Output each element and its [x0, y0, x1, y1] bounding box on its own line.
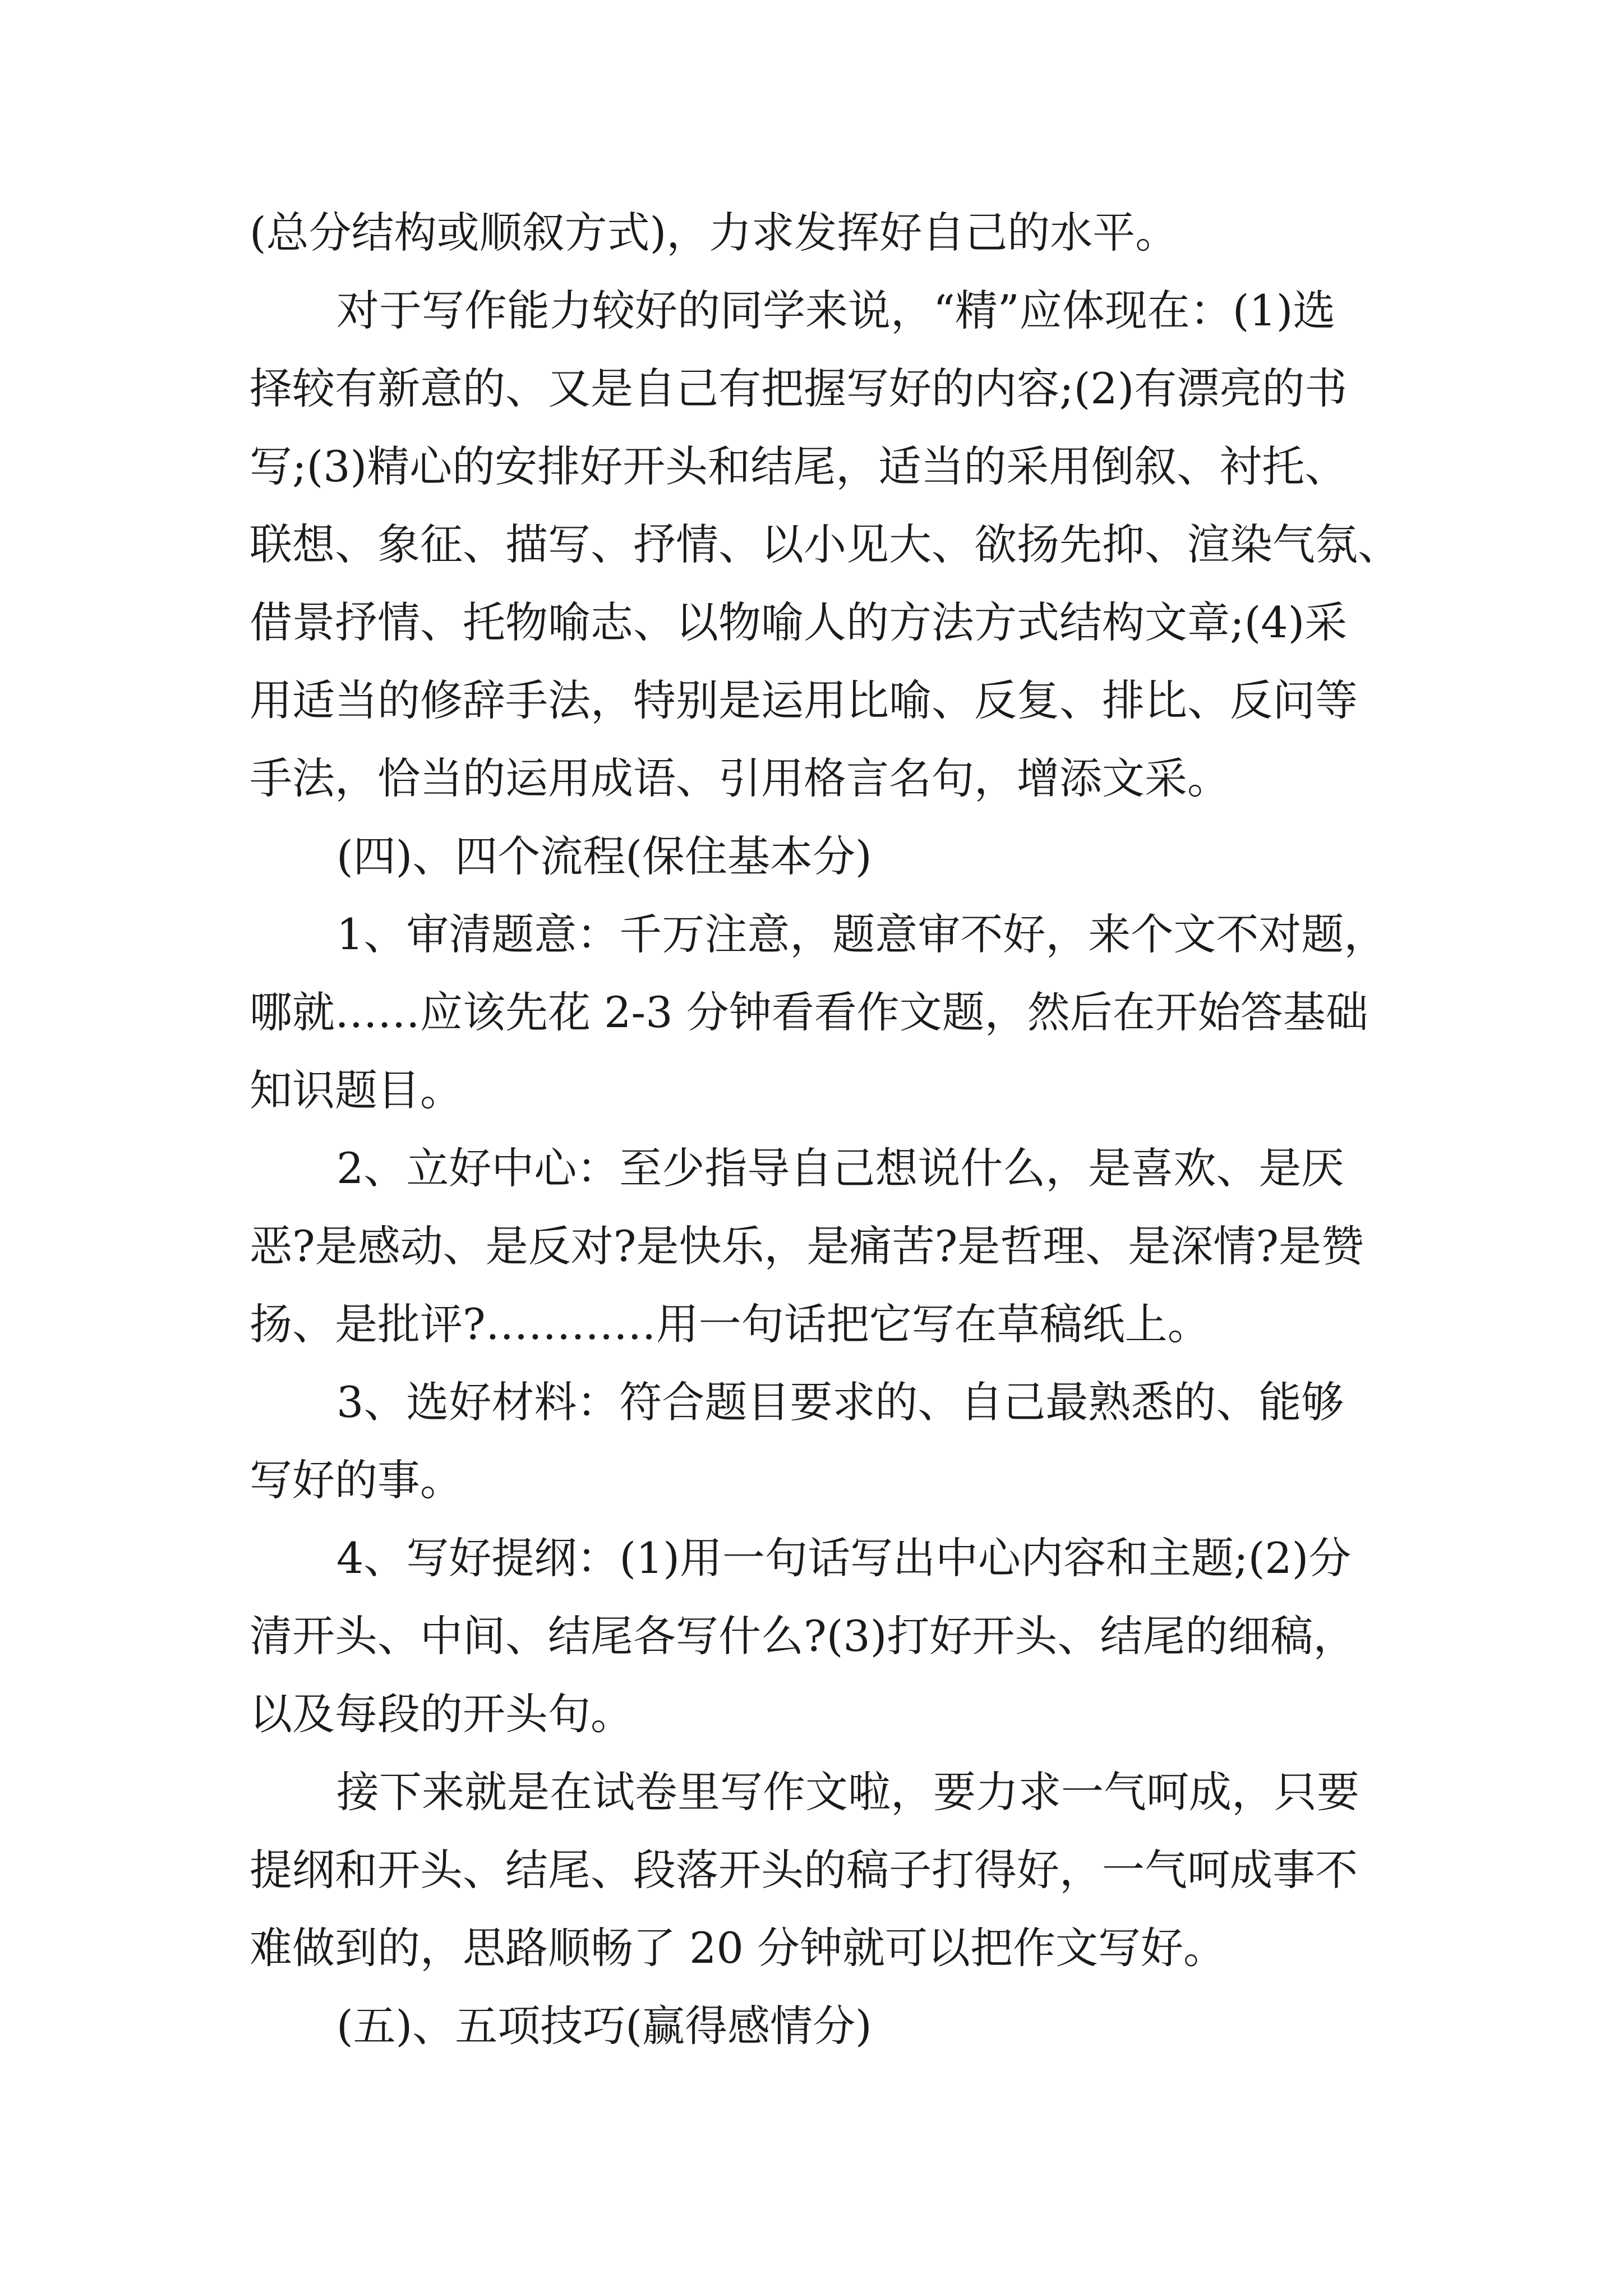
section-heading-four-steps [250, 817, 1382, 895]
paragraph-step-2 [250, 1129, 1382, 1363]
text-line: 1、审清题意：千万注意，题意审不好，来个文不对题， [336, 909, 1387, 959]
text-line: 扬、是批评?…………用一句话把它写在草稿纸上。 [250, 1299, 1210, 1349]
text-line: 恶?是感动、是反对?是快乐，是痛苦?是哲理、是深情?是赞 [250, 1221, 1364, 1271]
text-line: 清开头、中间、结尾各写什么?(3)打好开头、结尾的细稿， [250, 1611, 1356, 1661]
section-heading: (四)、四个流程(保住基本分) [336, 831, 872, 881]
section-heading-five-techniques [250, 1987, 1382, 2065]
text-line: 用适当的修辞手法，特别是运用比喻、反复、排比、反问等 [250, 675, 1358, 725]
text-line: 难做到的，思路顺畅了 20 分钟就可以把作文写好。 [250, 1923, 1227, 1973]
text-line: 2、立好中心：至少指导自己想说什么，是喜欢、是厌 [336, 1143, 1344, 1193]
text-line: 哪就……应该先花 2-3 分钟看看作文题，然后在开始答基础 [250, 987, 1368, 1037]
section-heading: (五)、五项技巧(赢得感情分) [336, 2001, 872, 2051]
text-line: 写;(3)精心的安排好开头和结尾，适当的采用倒叙、衬托、 [250, 441, 1348, 491]
text-line: 提纲和开头、结尾、段落开头的稿子打得好，一气呵成事不 [250, 1845, 1358, 1895]
text-line: (总分结构或顺叙方式)，力求发挥好自己的水平。 [250, 208, 1178, 257]
text-line: 择较有新意的、又是自己有把握写好的内容;(2)有漂亮的书 [250, 364, 1348, 413]
text-line: 联想、象征、描写、抒情、以小见大、欲扬先抑、渲染气氛、 [250, 519, 1400, 569]
text-line: 3、选好材料：符合题目要求的、自己最熟悉的、能够 [336, 1377, 1344, 1427]
text-line: 对于写作能力较好的同学来说，“精”应体现在：(1)选 [336, 286, 1336, 335]
paragraph-step-4 [250, 1519, 1382, 1753]
paragraph-structure-note [250, 194, 1382, 272]
text-line: 4、写好提纲：(1)用一句话写出中心内容和主题;(2)分 [336, 1533, 1352, 1583]
paragraph-write-essay [250, 1753, 1382, 1987]
paragraph-step-1 [250, 895, 1387, 1129]
document-body [250, 194, 1400, 2065]
text-line: 手法，恰当的运用成语、引用格言名句，增添文采。 [250, 753, 1230, 803]
text-line: 写好的事。 [250, 1455, 463, 1505]
text-line: 以及每段的开头句。 [250, 1689, 633, 1739]
text-line: 借景抒情、托物喻志、以物喻人的方法方式结构文章;(4)采 [250, 597, 1348, 647]
paragraph-advanced-writers [250, 272, 1400, 817]
text-line: 接下来就是在试卷里写作文啦，要力求一气呵成，只要 [336, 1767, 1359, 1817]
paragraph-step-3 [250, 1363, 1382, 1519]
text-line: 知识题目。 [250, 1065, 463, 1115]
